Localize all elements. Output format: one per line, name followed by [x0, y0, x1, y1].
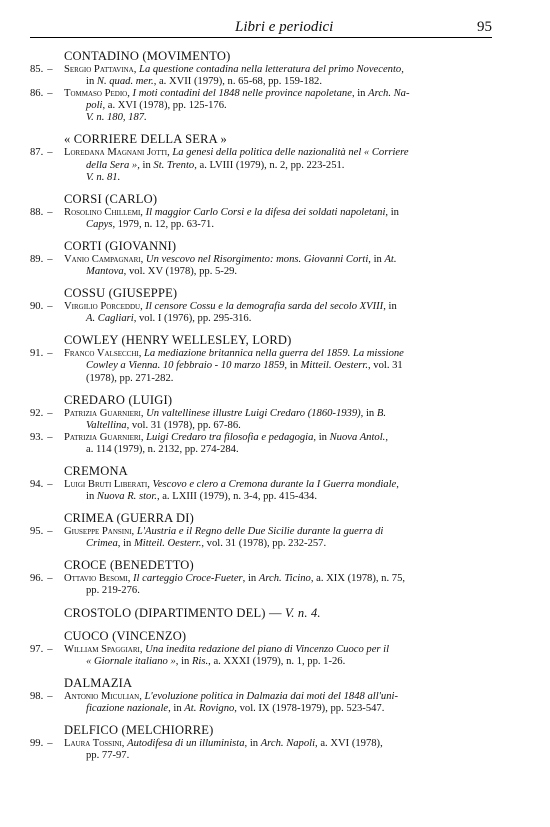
- entry-title: Arch. Na-: [368, 88, 410, 100]
- section-heading: [64, 393, 492, 408]
- entry-dash: –: [47, 526, 53, 538]
- entry-text: , a. XVI (1978),: [315, 737, 383, 749]
- entry-title: Arch. Ticino: [258, 573, 311, 585]
- entry-author: Giuseppe Pansini: [64, 526, 132, 538]
- section-heading-text: CORTI (GIOVANNI): [64, 238, 177, 253]
- entry-line: [64, 160, 492, 172]
- entry-line: [64, 444, 492, 456]
- entry-text: , a. XVI (1978), pp. 125-176.: [102, 100, 227, 112]
- bibliography-entry: [30, 432, 492, 456]
- entry-body: [64, 147, 492, 183]
- bibliography-entry: [30, 479, 492, 503]
- entry-text: in: [86, 76, 97, 88]
- entry-line: [64, 147, 492, 159]
- entry-text: ,: [127, 88, 133, 100]
- entry-text: , in: [383, 301, 397, 313]
- entry-body: [64, 88, 492, 124]
- entry-number-text: 93.: [30, 431, 44, 443]
- entry-title: Una inedita redazione del piano di Vincenzo Cuoco per il: [145, 643, 390, 655]
- bibliography-entry: [30, 691, 492, 715]
- entry-text: , in: [137, 159, 154, 171]
- section-heading: [64, 192, 492, 207]
- bibliography-section: [30, 511, 492, 550]
- bibliography-section: [30, 333, 492, 384]
- entry-number: [30, 64, 53, 76]
- entry-title: della Sera »: [86, 159, 138, 171]
- entry-author: Tommaso Pedio: [64, 88, 128, 100]
- entry-title: Mitteil. Oesterr.: [133, 538, 202, 550]
- bibliography-entry: [30, 526, 492, 550]
- entry-number: [30, 738, 53, 750]
- entry-text: ,: [133, 64, 140, 75]
- entry-text: , a. LXIII (1979), n. 3-4, pp. 415-434.: [156, 491, 317, 503]
- entry-number-text: 92.: [30, 407, 44, 419]
- section-heading: [64, 464, 492, 479]
- bibliography-entry: [30, 738, 492, 762]
- bibliography-section: [30, 286, 492, 325]
- entry-number: [30, 88, 53, 100]
- entry-title: I moti contadini del 1848 nelle province napoletane: [132, 88, 352, 100]
- entry-body: [64, 644, 492, 668]
- entry-number-text: 89.: [30, 253, 44, 265]
- entry-body: [64, 573, 492, 597]
- entry-text: , in: [175, 655, 192, 667]
- entry-number-text: 85.: [30, 64, 44, 75]
- entry-number: [30, 573, 53, 585]
- entry-text: pp. 219-276.: [86, 585, 140, 597]
- entry-dash: –: [47, 573, 53, 585]
- bibliography-section: [30, 192, 492, 231]
- entry-title: At. Rovigno: [184, 702, 235, 714]
- bibliography-entry: [30, 207, 492, 231]
- entry-title: Un valtellinese illustre Luigi Credaro (1860-1939): [146, 407, 361, 419]
- entry-number: [30, 432, 53, 444]
- section-heading-text: CUOCO (VINCENZO): [64, 628, 187, 643]
- cross-reference: V. n. 81.: [86, 171, 121, 183]
- entry-text: ,: [131, 526, 137, 538]
- entry-author: Patrizia Guarnieri: [64, 407, 141, 419]
- entry-text: , in: [351, 88, 369, 100]
- section-heading-text: « CORRIERE DELLA SERA »: [64, 132, 227, 147]
- bibliography-entry: [30, 348, 492, 384]
- entry-text: ,: [167, 147, 173, 159]
- entry-title: B.: [376, 407, 386, 419]
- entry-title: Il censore Cossu e la demografia sarda del secolo XVIII: [145, 301, 384, 313]
- entry-line: [64, 219, 492, 231]
- entry-text: , in: [360, 407, 377, 419]
- entry-text: , in: [244, 737, 261, 749]
- entry-title: Ris.: [191, 655, 209, 667]
- entry-title: La mediazione britannica nella guerra del 1859. La missione: [144, 348, 404, 360]
- entry-number-text: 94.: [30, 478, 44, 490]
- entry-number-text: 90.: [30, 301, 44, 313]
- bibliography-section: [30, 723, 492, 762]
- entry-author: Luigi Bruti Liberati: [64, 478, 148, 490]
- entry-line: [64, 348, 492, 360]
- entry-title: Il maggior Carlo Corsi e la difesa dei soldati napoletani: [145, 206, 386, 218]
- entry-title: ficazione nazionale: [86, 702, 169, 714]
- entry-title: A. Cagliari: [86, 313, 134, 325]
- entry-author: Antonio Miculian: [64, 690, 140, 702]
- entry-dash: –: [47, 348, 53, 360]
- entry-text: , vol. 31 (1978), pp. 67-86.: [126, 419, 241, 431]
- entry-number-text: 98.: [30, 690, 44, 702]
- entry-number: [30, 479, 53, 491]
- entry-text: ,: [121, 737, 128, 749]
- entry-dash: –: [47, 147, 53, 159]
- entry-line: [64, 585, 492, 597]
- entry-text: , vol. XV (1978), pp. 5-29.: [123, 266, 238, 278]
- entry-dash: –: [47, 253, 53, 265]
- entry-title: La questione contadina nella letteratura del primo Novecento,: [139, 64, 404, 75]
- entry-number: [30, 526, 53, 538]
- entry-title: Mantova: [86, 266, 124, 278]
- running-head: Libri e periodici: [235, 19, 334, 35]
- entry-dash: –: [47, 643, 53, 655]
- entry-title: Autodifesa di un illuminista: [127, 737, 245, 749]
- entry-text: , a. LVIII (1979), n. 2, pp. 223-251.: [194, 159, 345, 171]
- entry-body: [64, 64, 492, 88]
- entry-number-text: 95.: [30, 526, 44, 538]
- entry-line: [64, 656, 492, 668]
- entry-text: , vol. 31 (1978), pp. 232-257.: [201, 538, 327, 550]
- entry-text: ,: [140, 206, 146, 218]
- entry-title: L'evoluzione politica in Dalmazia dai moti del 1848 all'uni-: [144, 690, 398, 702]
- section-heading-text: CREDARO (LUIGI): [64, 392, 173, 407]
- entry-line: [64, 738, 492, 750]
- section-heading: [64, 286, 492, 301]
- section-heading: [64, 333, 492, 348]
- entry-title: Capys: [86, 218, 113, 230]
- bibliography-section: [30, 629, 492, 668]
- entry-text: ,: [140, 253, 146, 265]
- bibliography-section: [30, 393, 492, 456]
- entry-title: Arch. Napoli: [260, 737, 316, 749]
- entry-line: [64, 420, 492, 432]
- entry-author: Loredana Magnani Jotti: [64, 147, 168, 159]
- entry-number: [30, 301, 53, 313]
- entry-line: [64, 538, 492, 550]
- entry-line: [64, 76, 492, 88]
- entry-dash: –: [47, 88, 53, 100]
- entry-dash: –: [47, 737, 53, 749]
- entry-number-text: 91.: [30, 348, 44, 360]
- entry-number-text: 97.: [30, 643, 44, 655]
- entry-body: [64, 526, 492, 550]
- entry-title: St. Trento: [153, 159, 195, 171]
- entry-text: , in: [242, 573, 259, 585]
- entry-line: [64, 703, 492, 715]
- entry-title: Un vescovo nel Risorgimento: mons. Giovanni Corti: [145, 253, 369, 265]
- section-heading-text: DALMAZIA: [64, 675, 133, 690]
- bibliography-entry: [30, 573, 492, 597]
- entry-dash: –: [47, 690, 53, 702]
- entry-text: , 1979, n. 12, pp. 63-71.: [112, 218, 215, 230]
- entry-number: [30, 207, 53, 219]
- entry-text: , a. XIX (1978), n. 75,: [310, 573, 406, 585]
- entry-number: [30, 147, 53, 159]
- entry-text: ,: [138, 348, 145, 360]
- entry-text: , in: [284, 360, 301, 372]
- entry-text: ,: [127, 573, 134, 585]
- entry-line: [64, 691, 492, 703]
- entry-text: ,: [140, 431, 147, 443]
- bibliography-entry: [30, 644, 492, 668]
- entry-dash: –: [47, 431, 53, 443]
- section-heading-text: CROCE (BENEDETTO): [64, 558, 194, 573]
- entry-body: [64, 432, 492, 456]
- entry-body: [64, 408, 492, 432]
- bibliography-entry: [30, 408, 492, 432]
- entry-number-text: 88.: [30, 206, 44, 218]
- entry-line: [64, 479, 492, 491]
- entry-text: , in: [368, 253, 385, 265]
- entry-title: Cowley a Vienna. 10 febbraio - 10 marzo 1859: [86, 360, 285, 372]
- entry-line: [64, 266, 492, 278]
- entry-text: , in: [313, 431, 330, 443]
- entry-text: , in: [117, 538, 134, 550]
- entry-body: [64, 254, 492, 278]
- section-heading-text: COSSU (GIUSEPPE): [64, 286, 178, 301]
- entry-dash: –: [47, 206, 53, 218]
- entry-text: (1978), pp. 271-282.: [86, 372, 174, 384]
- entry-text: ,: [140, 407, 147, 419]
- entry-title: « Giornale italiano »: [86, 655, 176, 667]
- entry-number-text: 87.: [30, 147, 44, 159]
- entry-title: At.: [384, 253, 397, 265]
- entry-text: , vol. I (1976), pp. 295-316.: [133, 313, 252, 325]
- entry-title: poli: [86, 100, 103, 112]
- entry-title: Nuova R. stor.: [96, 491, 157, 503]
- bibliography-entry: [30, 254, 492, 278]
- entry-body: [64, 691, 492, 715]
- entry-body: [64, 301, 492, 325]
- entry-text: , vol. IX (1978-1979), pp. 523-547.: [234, 702, 385, 714]
- entry-author: Sergio Pattavina: [64, 64, 134, 75]
- entry-text: ,: [139, 690, 145, 702]
- bibliography-entry: [30, 88, 492, 124]
- entry-line: [64, 207, 492, 219]
- section-heading: [64, 676, 492, 691]
- entry-author: Franco Valsecchi: [64, 348, 139, 360]
- entry-title: Nuova Antol.: [329, 431, 386, 443]
- entry-text: ,: [396, 478, 399, 490]
- entry-text: , a. XXXI (1979), n. 1, pp. 1-26.: [208, 655, 346, 667]
- entry-text: ,: [385, 431, 388, 443]
- entry-text: , vol. 31: [368, 360, 403, 372]
- entry-number: [30, 348, 53, 360]
- entry-number: [30, 644, 53, 656]
- section-heading-text: CRIMEA (GUERRA DI): [64, 511, 194, 526]
- entry-author: Virgilio Porceddu: [64, 301, 141, 313]
- entry-line: [64, 254, 492, 266]
- entry-text: ,: [140, 301, 146, 313]
- bibliography-entry: [30, 147, 492, 183]
- entry-title: Valtellina: [86, 419, 127, 431]
- entry-line: [64, 644, 492, 656]
- cross-reference: V. n. 4.: [285, 605, 321, 620]
- entry-author: Rosolino Chillemi: [64, 206, 141, 218]
- entry-author: Vanio Campagnari: [64, 253, 141, 265]
- entry-dash: –: [47, 407, 53, 419]
- section-heading-text: CREMONA: [64, 463, 128, 478]
- entry-author: Ottavio Besomi: [64, 573, 128, 585]
- entry-number: [30, 254, 53, 266]
- entry-text: in: [86, 491, 97, 503]
- section-heading: [64, 606, 492, 621]
- entry-line: [64, 172, 492, 184]
- entry-body: [64, 207, 492, 231]
- bibliography-entry: [30, 64, 492, 88]
- entry-body: [64, 479, 492, 503]
- section-heading: [64, 723, 492, 738]
- entry-line: [64, 373, 492, 385]
- entry-line: [64, 301, 492, 313]
- page-number: 95: [477, 19, 492, 35]
- entry-title: Il carteggio Croce-Fueter: [133, 573, 243, 585]
- entry-dash: –: [47, 478, 53, 490]
- bibliography-section: [30, 558, 492, 597]
- section-heading-text: CROSTOLO (DIPARTIMENTO DEL) —: [64, 605, 285, 620]
- section-heading: [64, 511, 492, 526]
- entry-line: [64, 88, 492, 100]
- entry-text: a. 114 (1979), n. 2132, pp. 274-284.: [86, 443, 239, 455]
- bibliography-section: [30, 676, 492, 715]
- bibliography-section: [30, 464, 492, 503]
- bibliography-section: [30, 132, 492, 183]
- entry-author: Laura Tossini: [64, 737, 122, 749]
- section-heading: [64, 629, 492, 644]
- entry-author: William Spaggiari: [64, 643, 140, 655]
- entry-line: [64, 408, 492, 420]
- section-heading-text: COWLEY (HENRY WELLESLEY, LORD): [64, 333, 292, 348]
- entry-line: [64, 313, 492, 325]
- entry-dash: –: [47, 301, 53, 313]
- section-heading-text: CORSI (CARLO): [64, 191, 158, 206]
- section-heading-text: CONTADINO (MOVIMENTO): [64, 49, 231, 63]
- entry-number-text: 86.: [30, 88, 44, 100]
- entry-text: pp. 77-97.: [86, 750, 130, 761]
- cross-reference: V. n. 180, 187.: [86, 112, 147, 124]
- entry-title: N. quad. mer.: [96, 76, 154, 88]
- section-heading: [64, 132, 492, 147]
- bibliography-section: [30, 239, 492, 278]
- entry-text: ,: [147, 478, 153, 490]
- entry-line: [64, 526, 492, 538]
- entry-text: ,: [139, 643, 146, 655]
- bibliography-list: [30, 49, 492, 770]
- entry-dash: –: [47, 64, 53, 75]
- entry-text: , in: [168, 702, 185, 714]
- entry-line: [64, 573, 492, 585]
- entry-title: Crimea: [86, 538, 118, 550]
- page-header: [30, 19, 492, 38]
- entry-body: [64, 348, 492, 384]
- entry-line: [64, 100, 492, 112]
- entry-text: , a. XVII (1979), n. 65-68, pp. 159-182.: [153, 76, 322, 88]
- entry-title: La genesi della politica delle nazionalità nel « Corriere: [172, 147, 409, 159]
- entry-title: Mitteil. Oesterr.: [300, 360, 368, 372]
- entry-number: [30, 408, 53, 420]
- entry-title: Vescovo e clero a Cremona durante la I Guerra mondiale: [152, 478, 397, 490]
- entry-number-text: 99.: [30, 737, 44, 749]
- entry-line: [64, 491, 492, 503]
- bibliography-section: [30, 49, 492, 124]
- entry-author: Patrizia Guarnieri: [64, 431, 141, 443]
- entry-number: [30, 691, 53, 703]
- section-heading: [64, 239, 492, 254]
- bibliography-entry: [30, 301, 492, 325]
- entry-line: [64, 750, 492, 762]
- section-heading: [64, 49, 492, 64]
- entry-line: [64, 64, 492, 76]
- entry-line: [64, 112, 492, 124]
- section-heading-text: DELFICO (MELCHIORRE): [64, 722, 214, 737]
- entry-number-text: 96.: [30, 573, 44, 585]
- entry-body: [64, 738, 492, 762]
- entry-line: [64, 432, 492, 444]
- section-heading: [64, 558, 492, 573]
- entry-title: Luigi Credaro tra filosofia e pedagogia: [146, 431, 314, 443]
- entry-text: , in: [385, 206, 399, 218]
- entry-line: [64, 360, 492, 372]
- bibliography-section: [30, 606, 492, 621]
- entry-title: L'Austria e il Regno delle Due Sicilie durante la guerra di: [136, 526, 384, 538]
